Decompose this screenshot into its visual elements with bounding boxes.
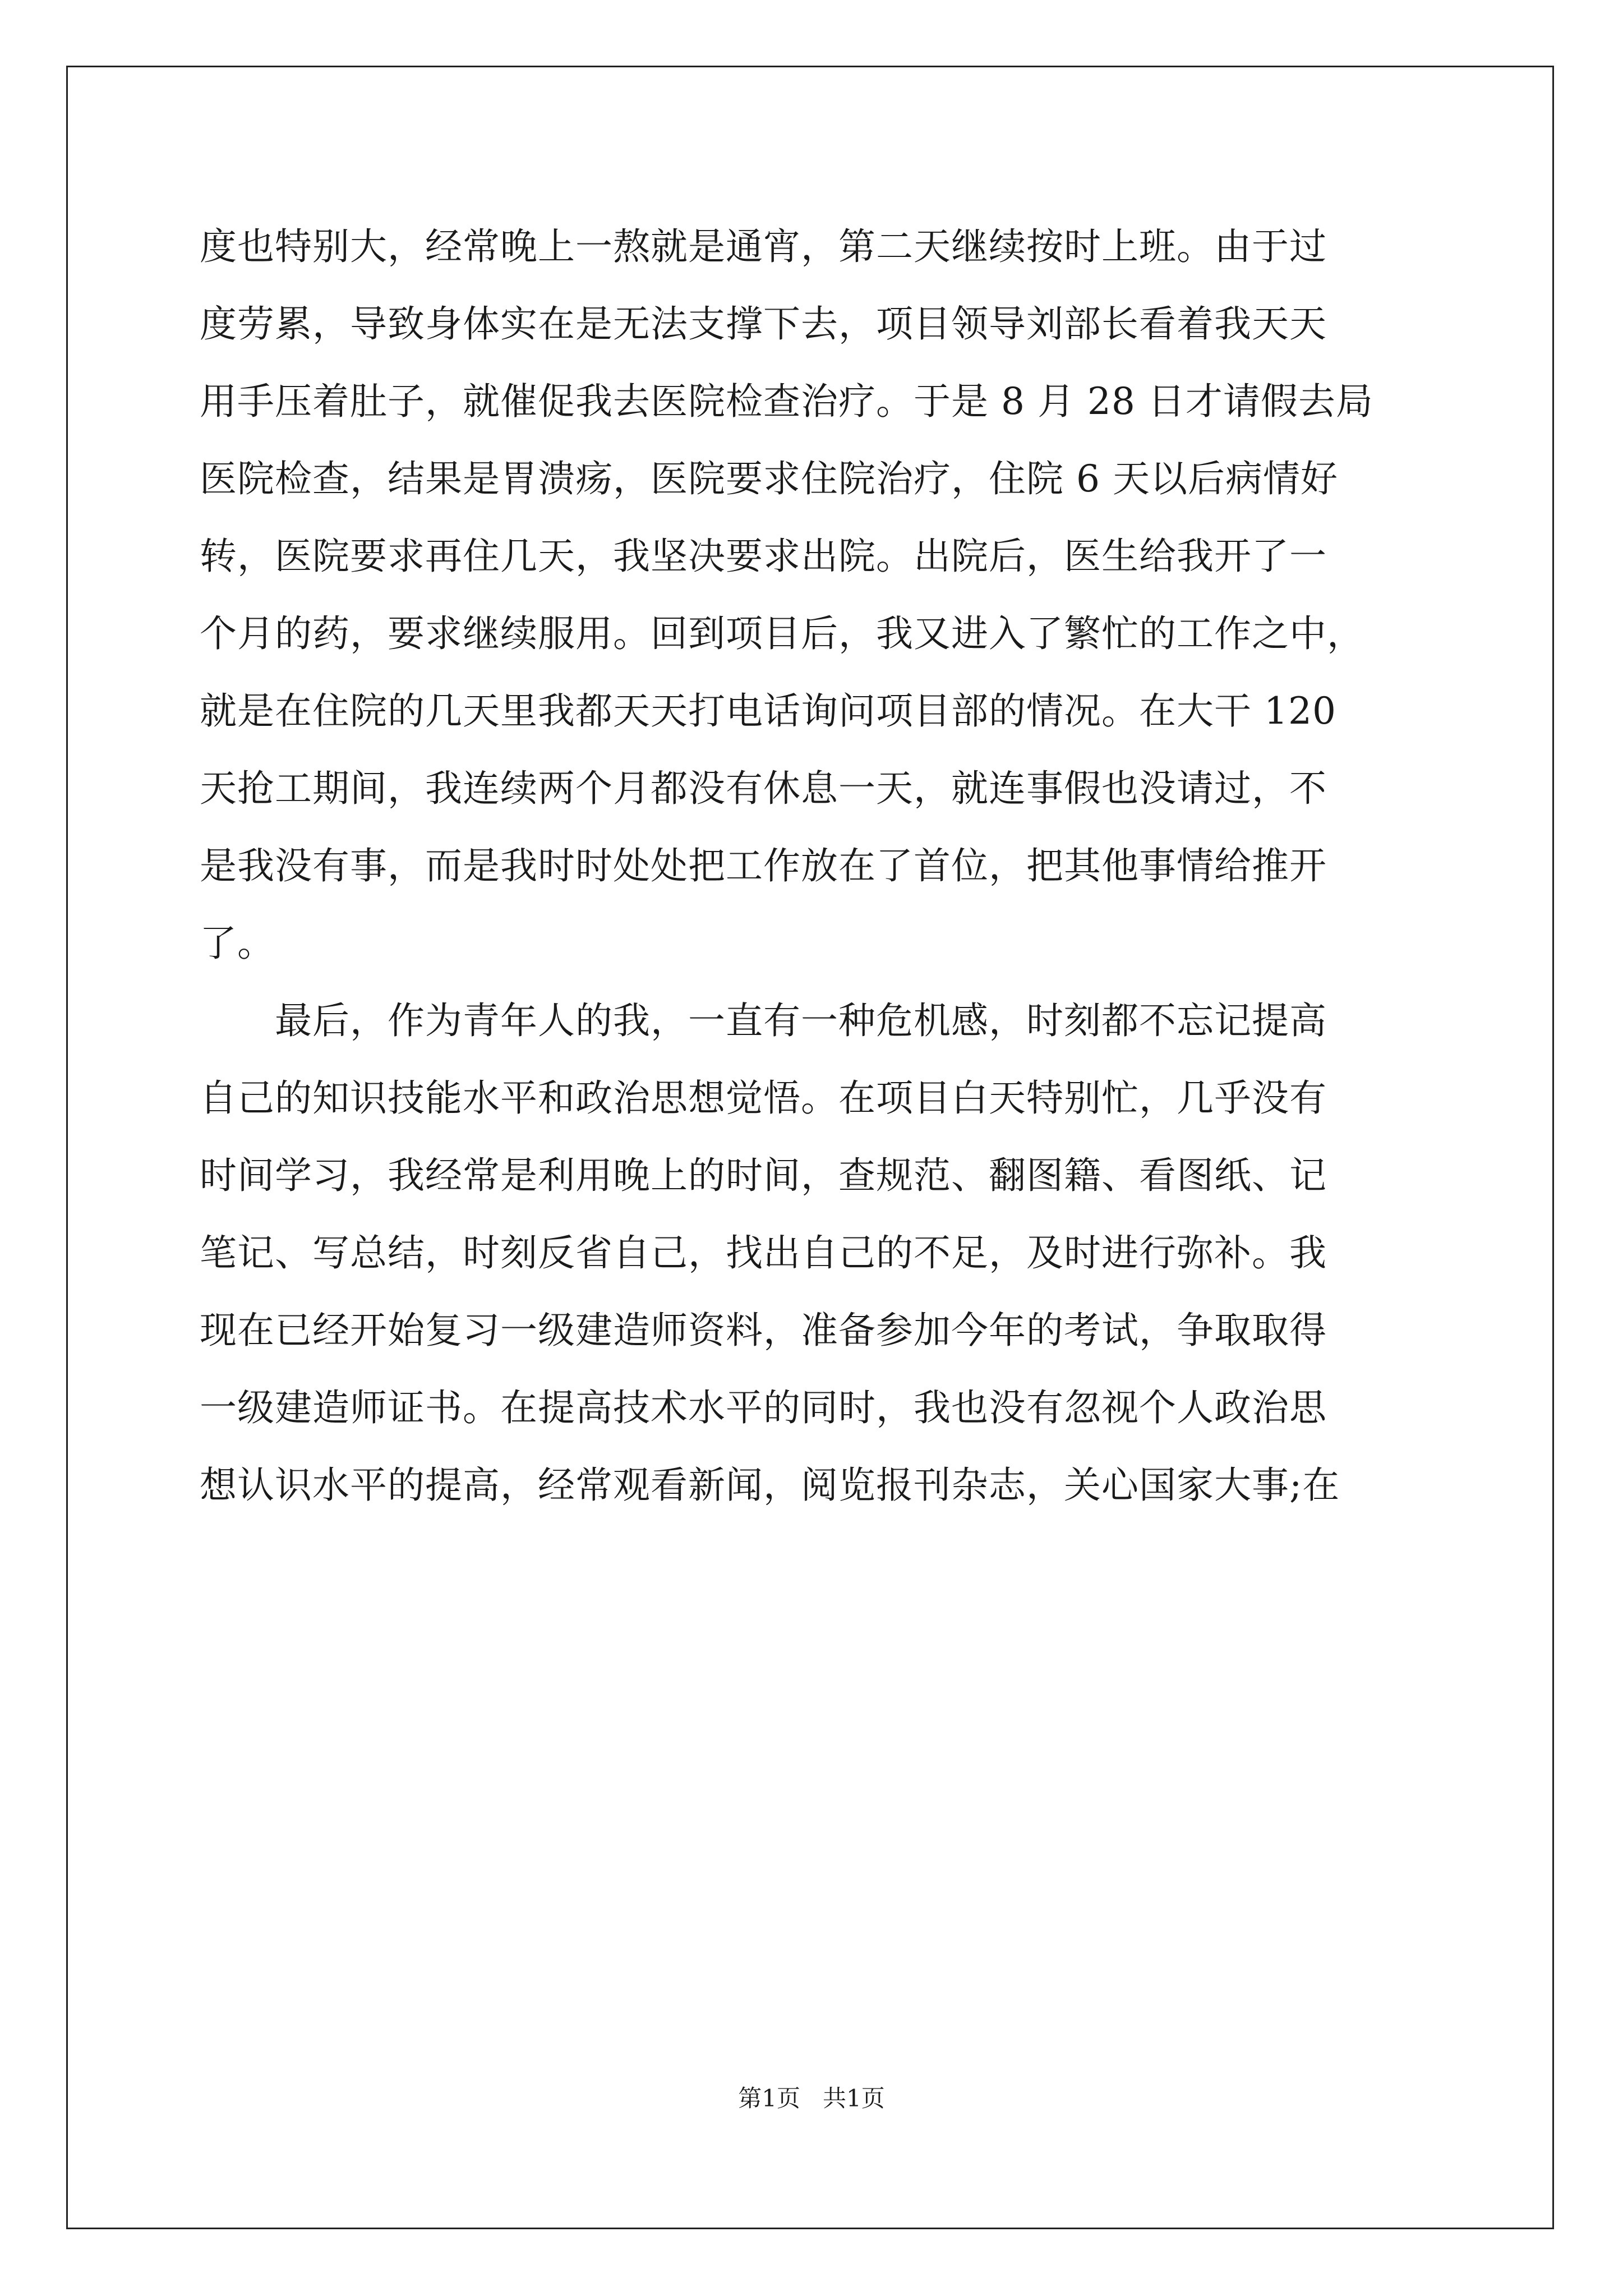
text-line: 转，医院要求再住几天，我坚决要求出院。出院后，医生给我开了一 xyxy=(200,535,1327,578)
text-line: 笔记、写总结，时刻反省自己，找出自己的不足，及时进行弥补。我 xyxy=(200,1231,1327,1274)
text-line: 自己的知识技能水平和政治思想觉悟。在项目白天特别忙，几乎没有 xyxy=(200,1076,1327,1120)
text-line: 了。 xyxy=(200,922,275,965)
text-line: 度劳累，导致身体实在是无法支撑下去，项目领导刘部长看着我天天 xyxy=(200,302,1327,346)
text-line: 医院检查，结果是胃溃疡，医院要求住院治疗，住院 6 天以后病情好 xyxy=(200,457,1338,500)
text-line: 时间学习，我经常是利用晚上的时间，查规范、翻图籍、看图纸、记 xyxy=(200,1154,1327,1197)
text-line: 度也特别大，经常晚上一熬就是通宵，第二天继续按时上班。由于过 xyxy=(200,225,1327,268)
text-line: 用手压着肚子，就催促我去医院检查治疗。于是 8 月 28 日才请假去局 xyxy=(200,380,1373,423)
text-line: 想认识水平的提高，经常观看新闻，阅览报刊杂志，关心国家大事;在 xyxy=(200,1464,1340,1507)
text-line: 是我没有事，而是我时时处处把工作放在了首位，把其他事情给推开 xyxy=(200,844,1327,887)
text-line: 一级建造师证书。在提高技术水平的同时，我也没有忽视个人政治思 xyxy=(200,1386,1327,1429)
text-line: 就是在住院的几天里我都天天打电话询问项目部的情况。在大干 120 xyxy=(200,689,1336,733)
text-line: 现在已经开始复习一级建造师资料，准备参加今年的考试，争取取得 xyxy=(200,1309,1327,1352)
text-line: 天抢工期间，我连续两个月都没有休息一天，就连事假也没请过，不 xyxy=(200,767,1327,810)
text-line: 个月的药，要求继续服用。回到项目后，我又进入了繁忙的工作之中， xyxy=(200,612,1364,655)
text-line: 最后，作为青年人的我，一直有一种危机感，时刻都不忘记提高 xyxy=(200,999,1327,1042)
page-number-footer: 第1页 共1页 xyxy=(738,2085,885,2112)
